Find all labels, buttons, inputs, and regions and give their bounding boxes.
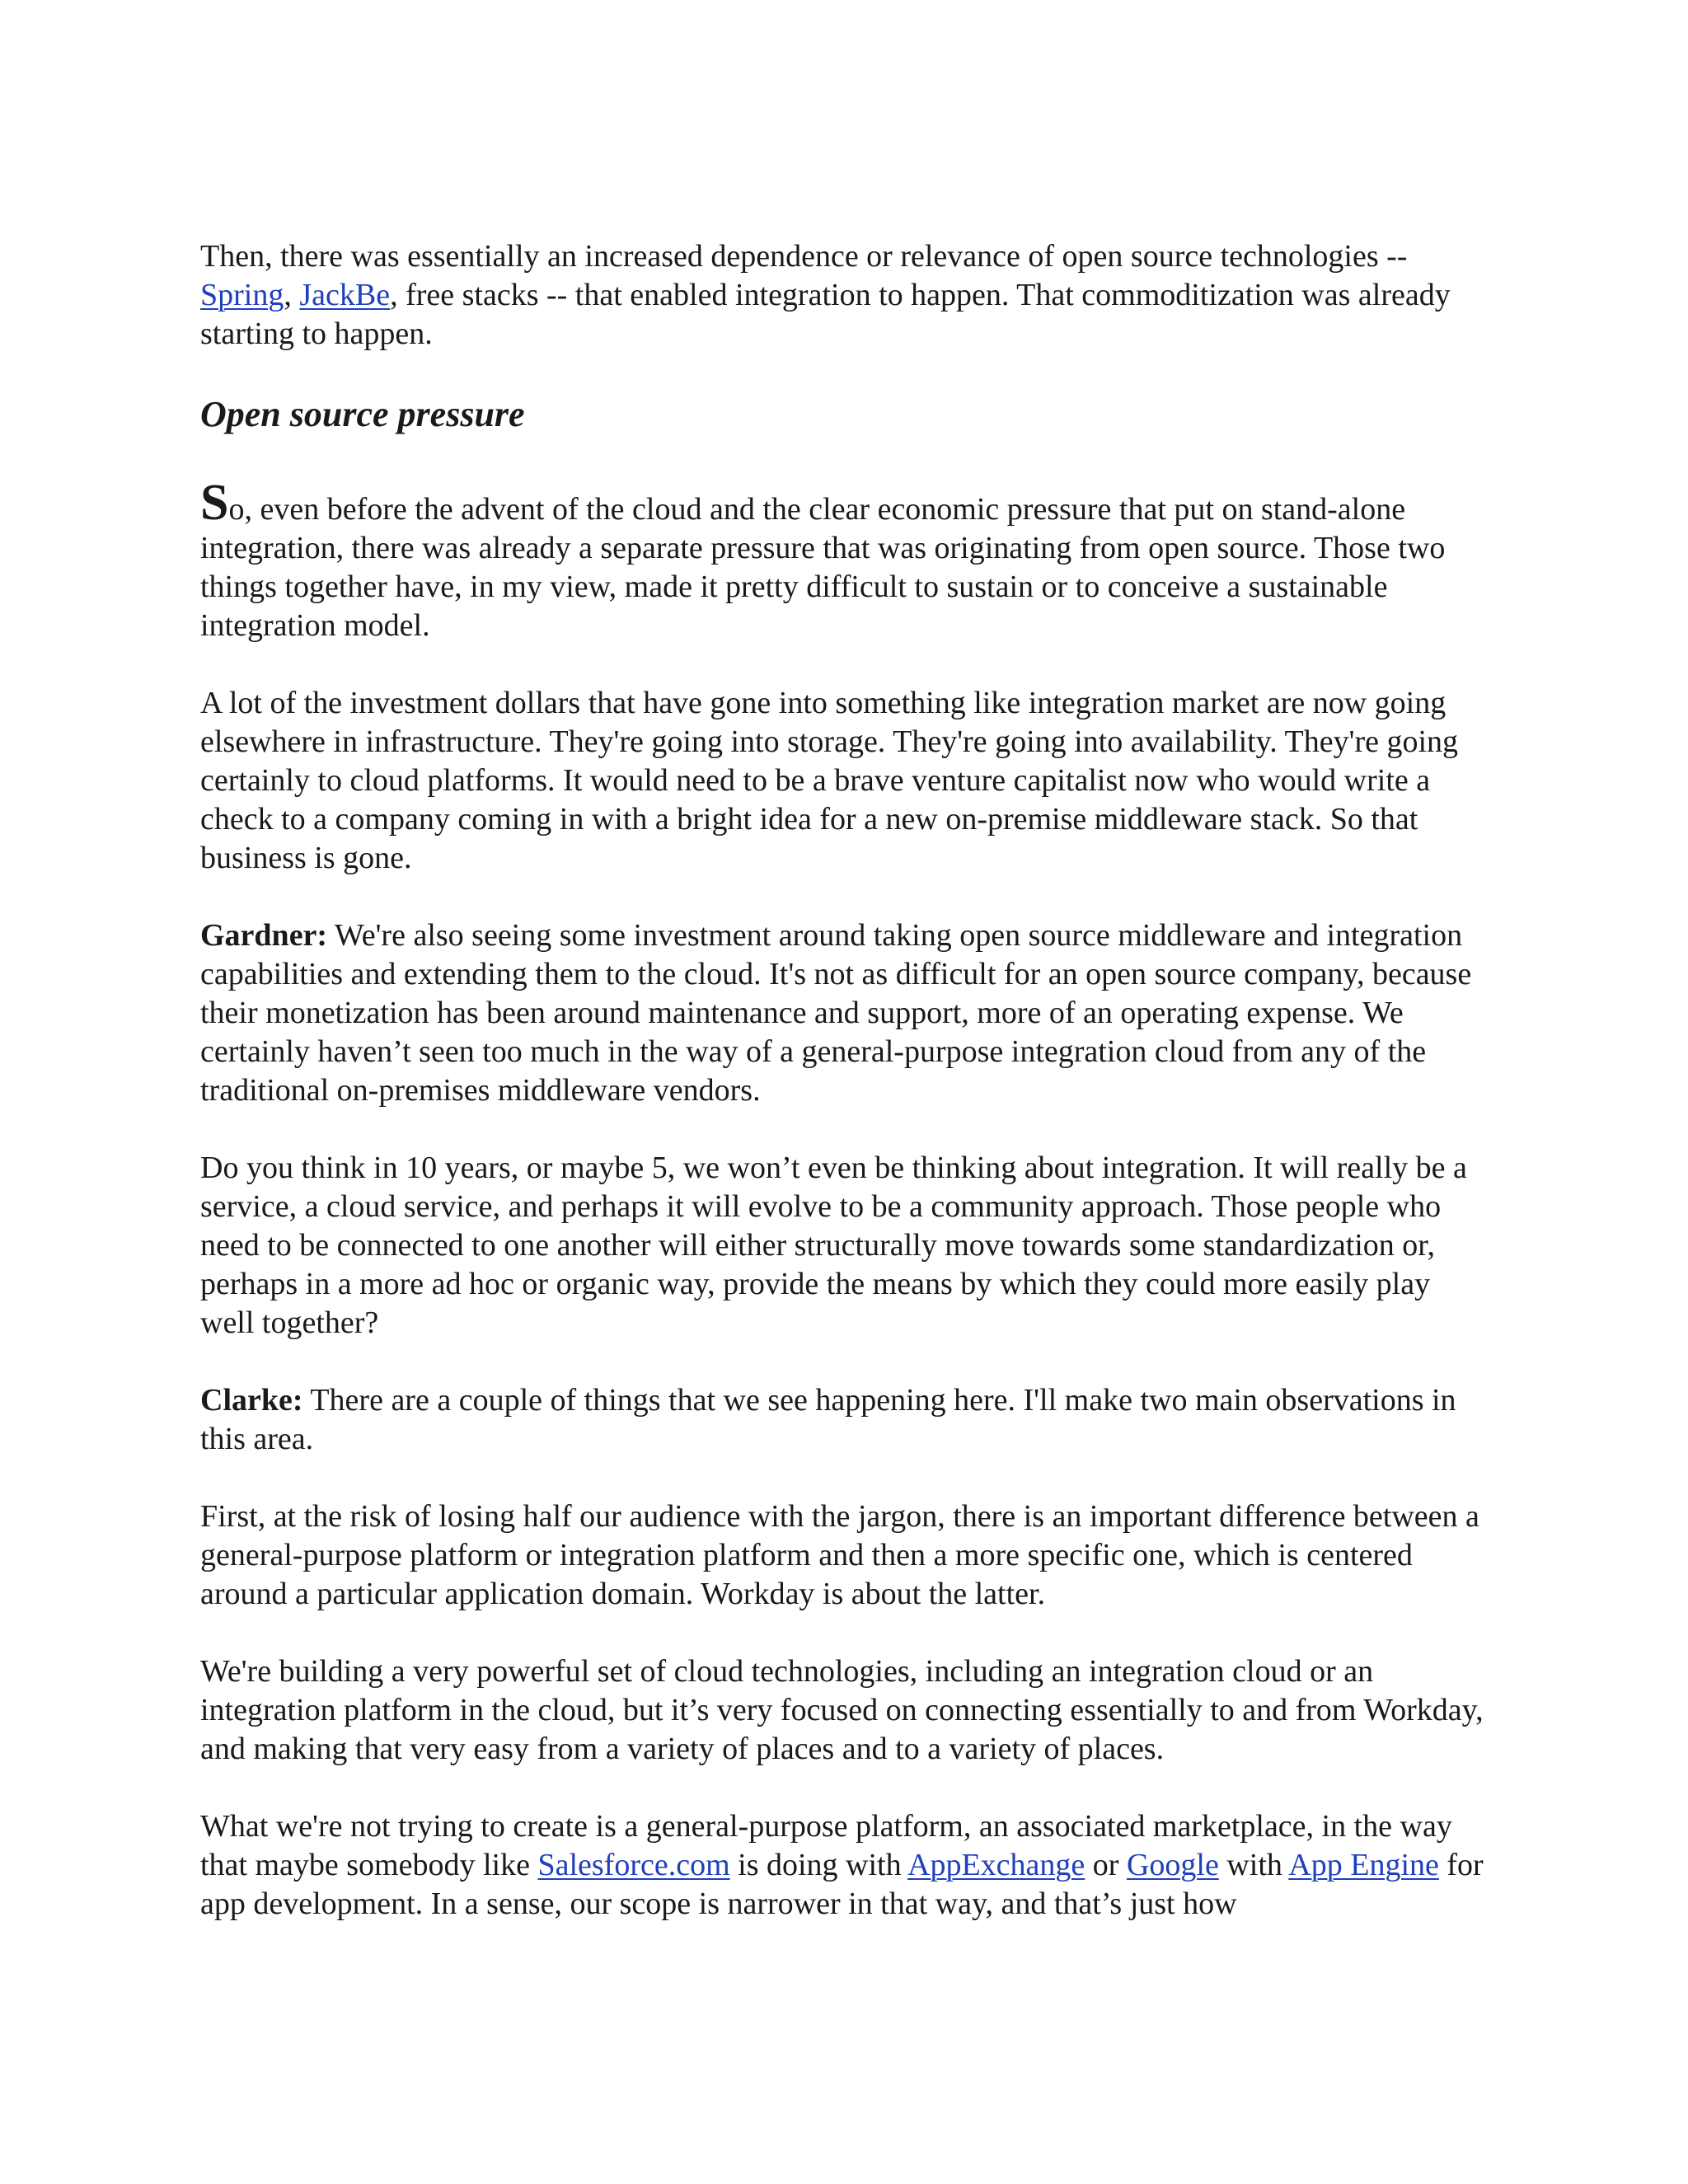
paragraph-text: , free stacks -- that enabled integration to happen. That commoditization was already starting to happen. [200,278,1451,351]
paragraph-general-purpose-platform [200,1807,1486,1924]
paragraph-text: for app development. In a sense, our scope is narrower in that way, and that’s just how [200,1848,1484,1921]
paragraph-text: o, even before the advent of the cloud and the clear economic pressure that put on stand-alone integration, there was already a separate pressure that was originating from open source. Those two things together have, in my view, made it pretty difficult to sustain or to conceive a sustainable integration model. [200,492,1446,643]
drop-cap: S [200,475,229,531]
paragraph-text: or [1085,1848,1127,1882]
separator-text: , [284,278,300,312]
paragraph-gardner [200,916,1486,1110]
paragraph-clarke [200,1381,1486,1459]
speaker-name: Gardner: [200,918,328,953]
link-spring[interactable]: Spring [200,278,284,312]
paragraph-cloud-technologies: We're building a very powerful set of cloud technologies, including an integration cloud or an integration platform in the cloud, but it’s very focused on connecting essentially to and from Workday, and making that very easy from a variety of places and to a variety of places. [200,1654,1484,1766]
paragraph-text: There are a couple of things that we see happening here. I'll make two main observations in this area. [200,1383,1456,1456]
paragraph-text: What we're not trying to create is a general-purpose platform, an associated marketplace, in the way that maybe somebody like [200,1809,1452,1882]
paragraph-text: with [1218,1848,1289,1882]
paragraph-text: is doing with [729,1848,908,1882]
link-jackbe[interactable]: JackBe [299,278,391,312]
speaker-name: Clarke: [200,1383,303,1418]
section-heading: Open source pressure [200,394,525,434]
paragraph-jargon: First, at the risk of losing half our audience with the jargon, there is an important difference between a general-purpose platform or integration platform and then a more specific one, which is centered around a particular application domain. Workday is about the latter. [200,1499,1479,1611]
link-appexchange[interactable]: AppExchange [907,1848,1085,1882]
link-salesforce[interactable]: Salesforce.com [537,1848,730,1882]
document-body [200,237,1486,1962]
link-google[interactable]: Google [1126,1848,1219,1882]
paragraph-text: We're also seeing some investment around taking open source middleware and integration capabilities and extending them to the cloud. It's not as difficult for an open source company, because their monetization has been around maintenance and support, more of an operating expense. We certainly haven’t seen too much in the way of a general-purpose integration cloud from any of the traditional on-premises middleware vendors. [200,918,1472,1108]
link-app-engine[interactable]: App Engine [1288,1848,1439,1882]
paragraph-ten-years: Do you think in 10 years, or maybe 5, we won’t even be thinking about integration. It will really be a service, a cloud service, and perhaps it will evolve to be a community approach. Those people who need to be connected to one another will either structurally move towards some standardization or, perhaps in a more ad hoc or organic way, provide the means by which they could more easily play well together? [200,1151,1467,1340]
paragraph-so-even-before [200,475,1486,645]
paragraph-investment-dollars: A lot of the investment dollars that have gone into something like integration market are now going elsewhere in infrastructure. They're going into storage. They're going into availability. They're going certainly to cloud platforms. It would need to be a brave venture capitalist now who would write a check to a company coming in with a bright idea for a new on-premise middleware stack. So that business is gone. [200,686,1459,875]
paragraph-text: Then, there was essentially an increased dependence or relevance of open source technologies -- [200,239,1408,274]
paragraph-open-source-technologies [200,237,1486,354]
